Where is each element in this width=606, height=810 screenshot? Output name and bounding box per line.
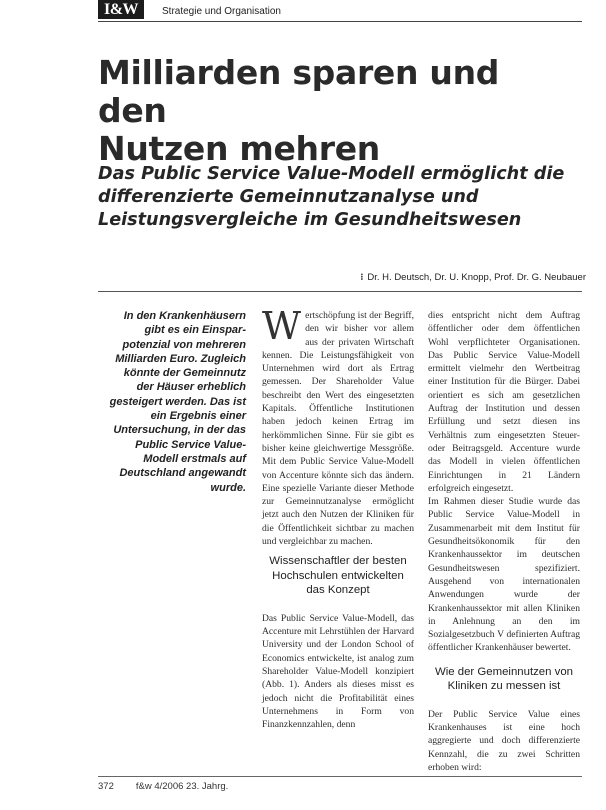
body-paragraph	[262, 304, 414, 548]
body-paragraph: dies entspricht nicht dem Auftrag öffentlicher oder dem öffentlichen Wohl verpflichteter Organisationen. Das Public Service Value-Modell ermittelt vielmehr den Wertbeitrag einer Institution für die Bürger. Dabei orientiert es sich am gesetzlichen Auftrag der Institution und dessen Erfüllung und setzt diesen ins Verhältnis zum eingesetzten Steuer- oder Beitragsgeld. Accenture wurde das Modell in vielen öffentlichen Einrichtungen in 21 Ländern erfolgreich eingesetzt.	[428, 310, 580, 494]
journal-logo: I&W	[98, 0, 144, 19]
article-title	[98, 54, 568, 168]
article-subtitle: Das Public Service Value-Modell ermöglicht die differenzierte Gemeinnutzanalyse und Leistungsvergleiche im Gesundheitswesen	[98, 164, 565, 230]
journal-issue: f&w 4/2006 23. Jahrg.	[135, 781, 229, 792]
body-paragraph: Das Public Service Value-Modell, das Accenture mit Lehrstühlen der Harvard University und der London School of Economics entwickelte, ist analog zum Shareholder Value-Modell konzipiert (Abb. 1). Anders als dieses misst es jedoch nicht die Profitabilität eines Unternehmens in Form von Finanzkennzahlen, denn	[262, 612, 414, 731]
author-rule	[98, 291, 582, 292]
author-line	[320, 272, 586, 284]
top-rule	[98, 21, 582, 22]
footer-rule	[98, 776, 582, 777]
body-column-2	[428, 309, 580, 774]
section-label: Strategie und Organisation	[162, 6, 281, 17]
body-column-1	[262, 304, 414, 732]
title-line-1: Milliarden sparen und den	[98, 53, 500, 130]
subheading: Wie der Gemeinnutzen von Kliniken zu messen ist	[434, 665, 574, 693]
paragraph-text: ertschöpfung ist der Begriff, den wir bisher vor allem aus der privaten Wirtschaft kennen. Die Leistungsfähigkeit von Unternehmen wird dort als Ertrag gemessen. Der Shareholder Value beschreibt den Wert des eingesetzten Kapitals. Öffentliche Institutionen haben jedoch keinen Ertrag im herkömmlichen Sinne. Für sie gibt es bisher keine gleichwertige Messgröße. Mit dem Public Service Value-Modell von Accenture könnte sich das ändern. Eine spezielle Variante dieser Methode zur Gemeinnutzanalyse ermöglicht jetzt auch den Nutzen der Kliniken für die Öffentlichkeit sichtbar zu machen und vergleichbar zu machen.	[262, 310, 414, 548]
title-line-2: Nutzen mehren	[98, 129, 380, 168]
author-marker-icon: ⁝	[360, 272, 364, 283]
body-paragraph: Der Public Service Value eines Krankenhauses ist eine hoch aggregierte und doch differenzierte Kennzahl, die zu zwei Schritten erhoben wird:	[428, 708, 580, 773]
page-number: 372	[98, 781, 114, 792]
body-paragraph: Im Rahmen dieser Studie wurde das Public Service Value-Modell in Zusammenarbeit mit dem Institut für Gesundheitsökonomik für den Krankenhaussektor im deutschen Gesundheitswesen spezifiziert. Ausgehend von internationalen Anwendungen wurde der Krankenhaussektor mit allen Kliniken in Anlehnung an den im Sozialgesetzbuch V definierten Auftrag öffentlicher Krankenhäuser bewertet.	[428, 496, 580, 654]
authors: Dr. H. Deutsch, Dr. U. Knopp, Prof. Dr. G. Neubauer	[367, 272, 586, 283]
drop-cap: W	[262, 304, 302, 348]
page-footer	[98, 781, 228, 793]
subheading: Wissenschaftler der besten Hochschulen entwickelten das Konzept	[269, 555, 407, 597]
intro-teaser: In den Krankenhäusern gibt es ein Einsparpotenzial von mehreren Milliarden Euro. Zugleich könnte der Gemeinnutz der Häuser erheblich gesteigert werden. Das ist ein Ergebnis einer Untersuchung, in der das Public Service Value-Modell erstmals auf Deutschland angewandt wurde.	[109, 310, 246, 494]
